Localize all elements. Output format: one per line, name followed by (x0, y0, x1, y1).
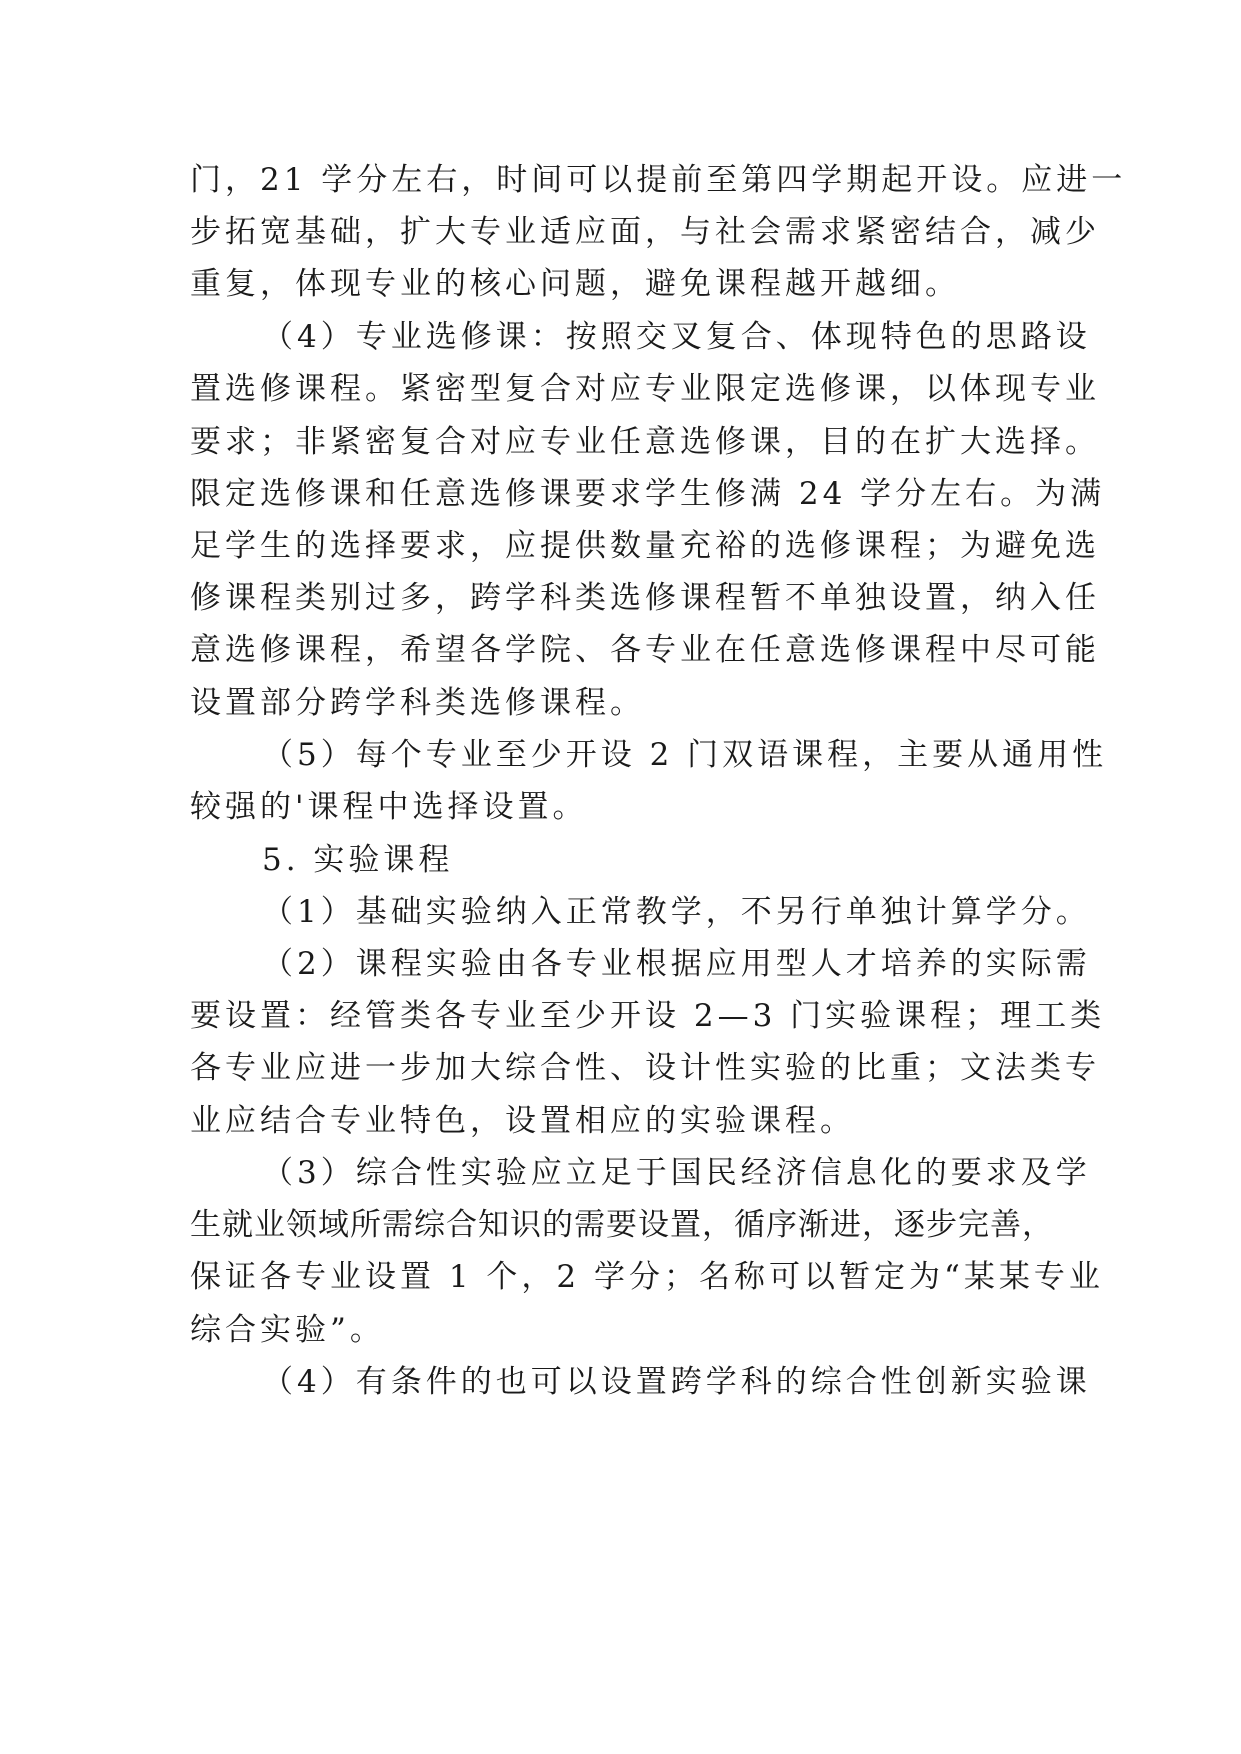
text-line: 综合实验”。 (190, 1312, 385, 1348)
section-heading: 5. 实验课程 (262, 842, 454, 878)
text-line: 意选修课程，希望各学院、各专业在任意选修课程中尽可能 (190, 632, 1100, 668)
text-line: 修课程类别过多，跨学科类选修课程暂不单独设置，纳入任 (190, 580, 1100, 616)
text-line: 较强的'课程中选择设置。 (190, 789, 588, 825)
text-line: 要设置：经管类各专业至少开设 2—3 门实验课程；理工类 (190, 998, 1106, 1034)
text-line: 各专业应进一步加大综合性、设计性实验的比重；文法类专 (190, 1050, 1100, 1086)
text-line: 设置部分跨学科类选修课程。 (190, 685, 645, 721)
text-line: （5）每个专业至少开设 2 门双语课程，主要从通用性 (262, 737, 1108, 773)
text-line: 保证各专业设置 1 个，2 学分；名称可以暂定为“某某专业 (190, 1259, 1104, 1295)
text-line: 限定选修课和任意选修课要求学生修满 24 学分左右。为满 (190, 476, 1106, 512)
text-line: （3）综合性实验应立足于国民经济信息化的要求及学 (262, 1155, 1091, 1191)
text-line: 步拓宽基础，扩大专业适应面，与社会需求紧密结合，减少 (190, 214, 1100, 250)
text-line: 业应结合专业特色，设置相应的实验课程。 (190, 1103, 855, 1139)
text-line: （4）有条件的也可以设置跨学科的综合性创新实验课 (262, 1364, 1091, 1400)
text-line: 置选修课程。紧密型复合对应专业限定选修课，以体现专业 (190, 371, 1100, 407)
text-line: 门，21 学分左右，时间可以提前至第四学期起开设。应进一 (190, 162, 1127, 198)
text-line: 重复，体现专业的核心问题，避免课程越开越细。 (190, 266, 960, 302)
text-line: （4）专业选修课：按照交叉复合、体现特色的思路设 (262, 319, 1091, 355)
text-line: 要求；非紧密复合对应专业任意选修课，目的在扩大选择。 (190, 424, 1100, 460)
text-line: （2）课程实验由各专业根据应用型人才培养的实际需 (262, 946, 1091, 982)
text-line: 生就业领域所需综合知识的需要设置，循序渐进，逐步完善， (190, 1207, 1054, 1243)
text-line: 足学生的选择要求，应提供数量充裕的选修课程；为避免选 (190, 528, 1100, 564)
text-line: （1）基础实验纳入正常教学，不另行单独计算学分。 (262, 894, 1091, 930)
